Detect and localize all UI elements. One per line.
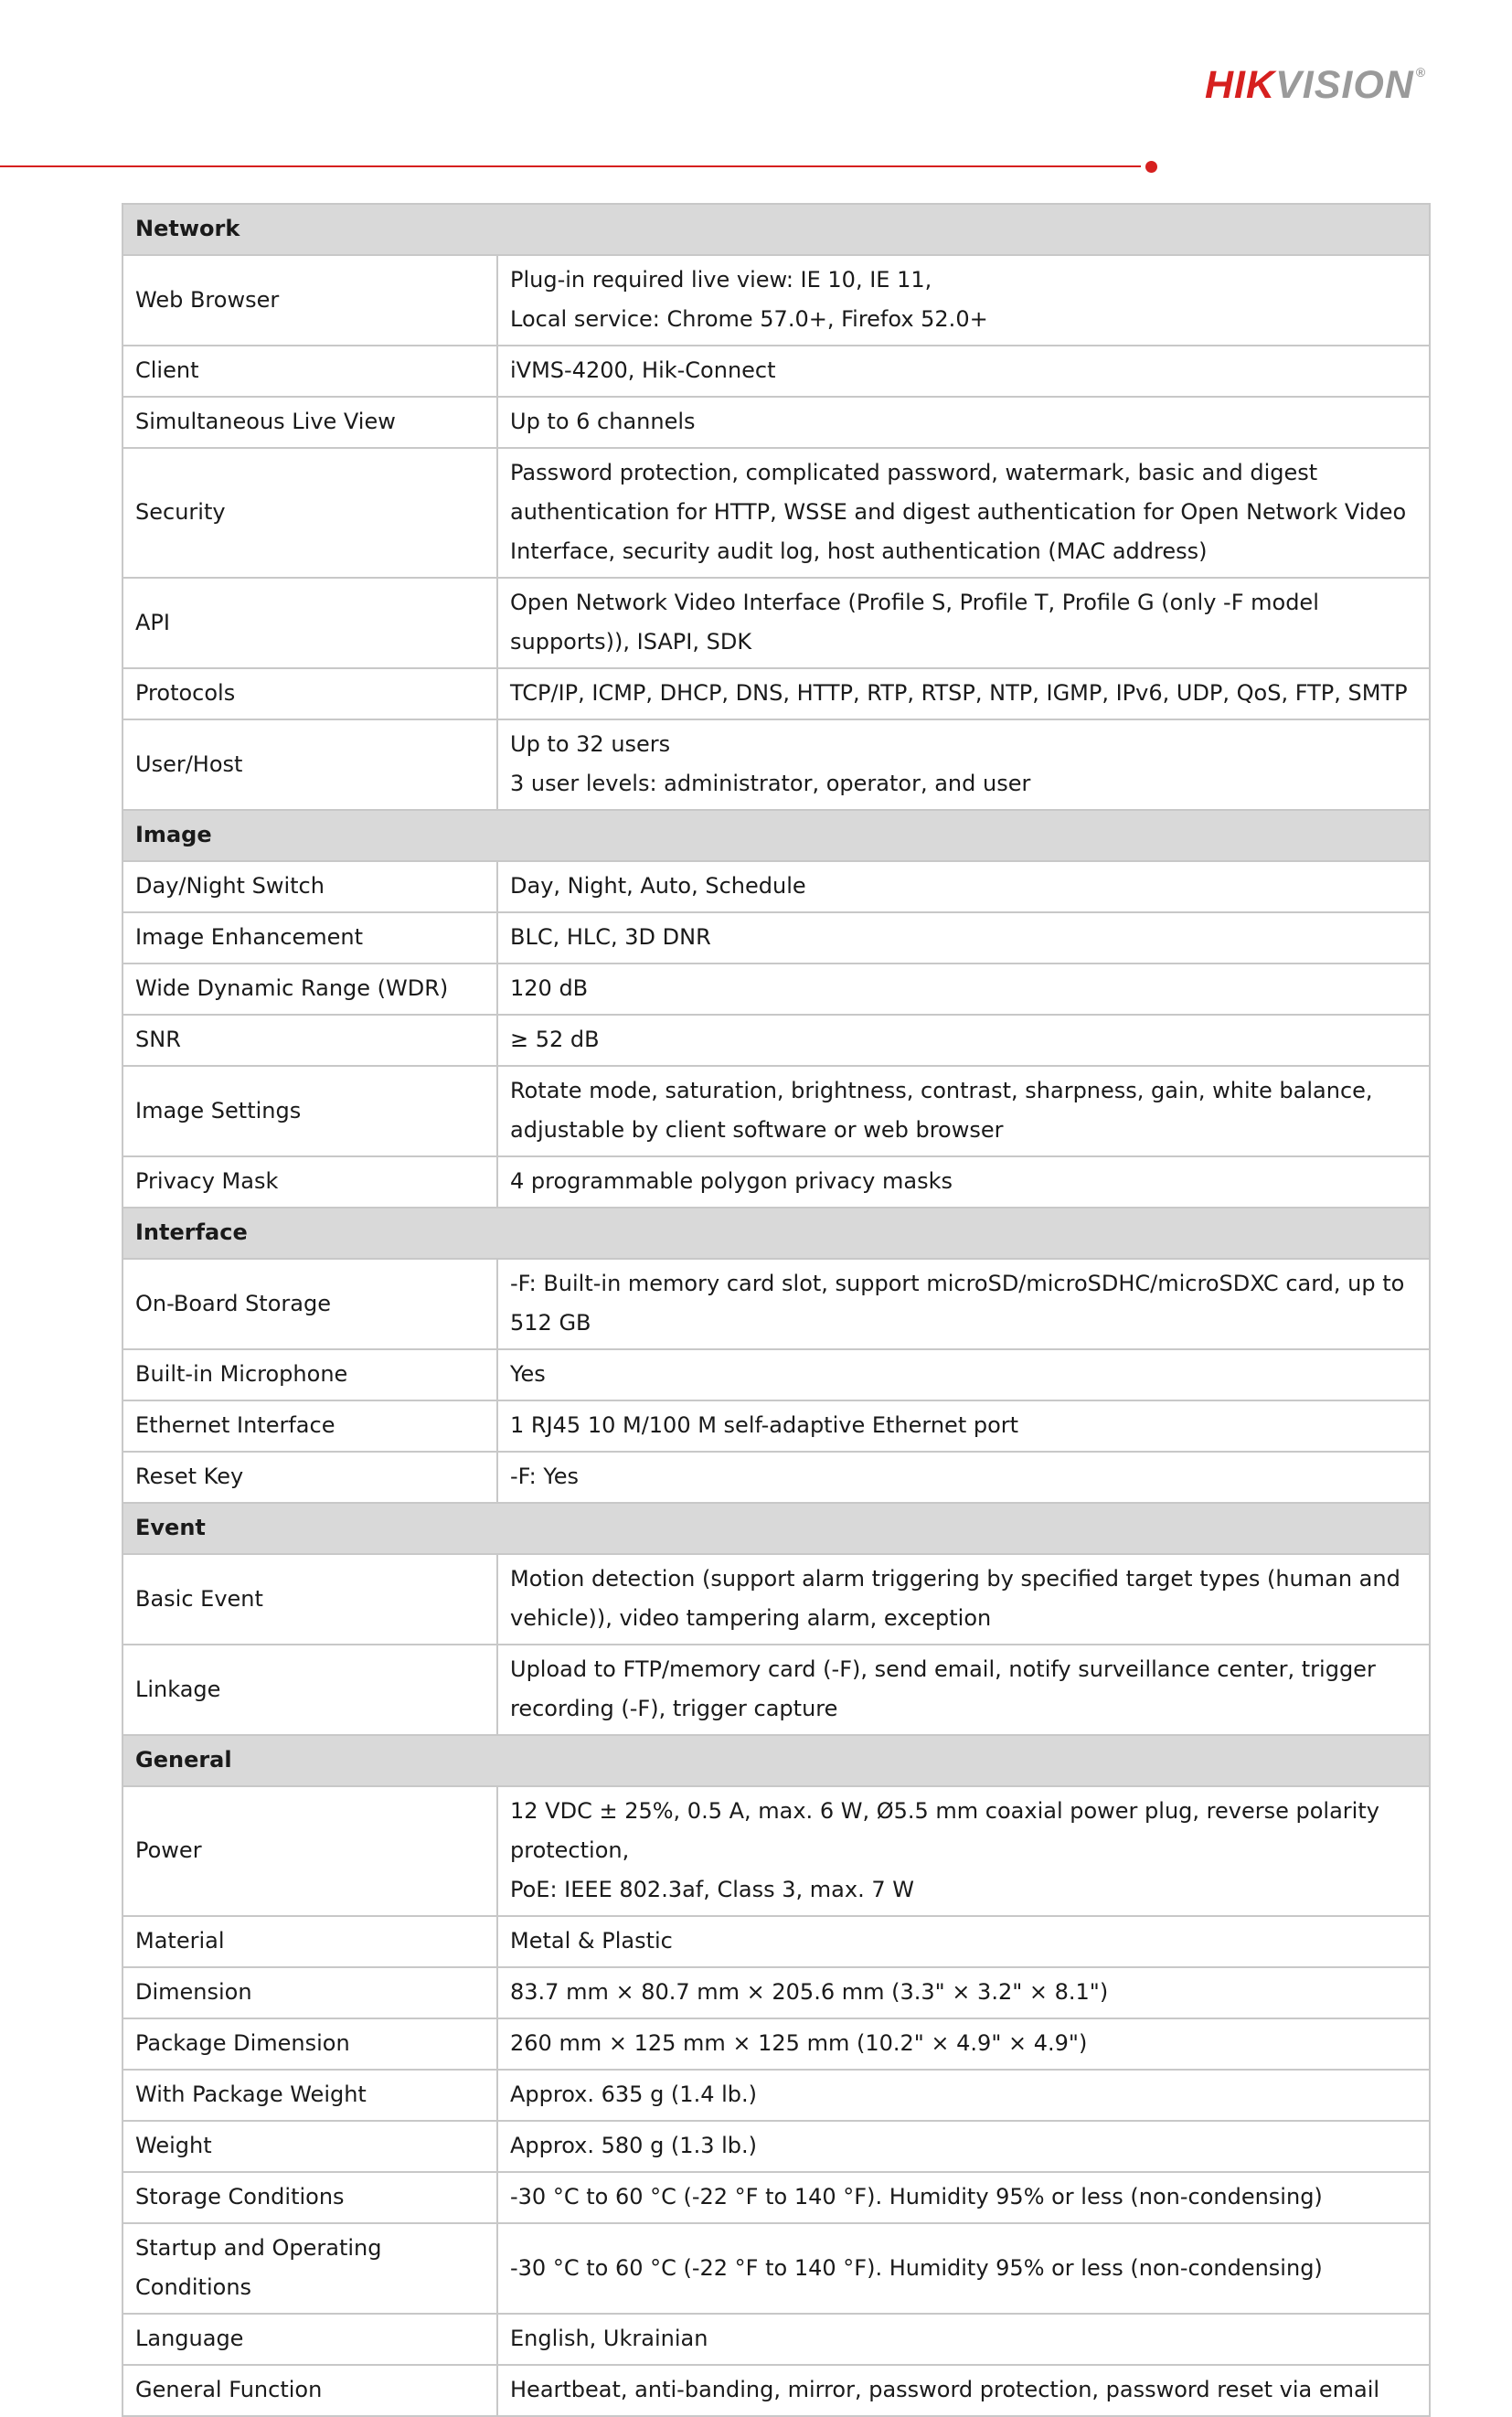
- spec-label: Day/Night Switch: [122, 861, 497, 912]
- spec-value-line: Day, Night, Auto, Schedule: [510, 873, 806, 899]
- spec-value-line: Up to 6 channels: [510, 409, 696, 434]
- spec-value-line: 1 RJ45 10 M/100 M self-adaptive Ethernet port: [510, 1412, 1019, 1438]
- logo-registered-mark: ®: [1415, 65, 1427, 80]
- section-header-network: [122, 204, 1430, 255]
- section-header-event: [122, 1503, 1430, 1554]
- spec-value-line: Rotate mode, saturation, brightness, contrast, sharpness, gain, white balance, adjustable by client software or web browser: [510, 1078, 1373, 1143]
- spec-value-line: 83.7 mm × 80.7 mm × 205.6 mm (3.3" × 3.2" × 8.1"): [510, 1979, 1109, 2005]
- spec-value: [497, 346, 1430, 397]
- spec-value: [497, 1554, 1430, 1645]
- spec-value-line: 12 VDC ± 25%, 0.5 A, max. 6 W, Ø5.5 mm coaxial power plug, reverse polarity protection,: [510, 1798, 1379, 1863]
- spec-value-line: Motion detection (support alarm triggering by specified target types (human and vehicle)), video tampering alarm, exception: [510, 1566, 1400, 1631]
- spec-value: [497, 1349, 1430, 1400]
- spec-value: [497, 1015, 1430, 1066]
- spec-row: [122, 2018, 1430, 2070]
- spec-label: General Function: [122, 2365, 497, 2416]
- spec-value: [497, 255, 1430, 346]
- spec-label: Client: [122, 346, 497, 397]
- header-rule: [0, 165, 1141, 167]
- spec-value: [497, 912, 1430, 964]
- spec-label: Language: [122, 2314, 497, 2365]
- spec-value-line: Open Network Video Interface (Profile S, Profile T, Profile G (only -F model supports)), ISAPI, SDK: [510, 590, 1319, 655]
- spec-label: Reset Key: [122, 1452, 497, 1503]
- spec-value-line: ≥ 52 dB: [510, 1027, 600, 1052]
- spec-value: [497, 1452, 1430, 1503]
- spec-value: [497, 448, 1430, 578]
- section-title: Interface: [122, 1208, 1430, 1259]
- spec-value-line: 3 user levels: administrator, operator, and user: [510, 771, 1031, 796]
- spec-row: [122, 397, 1430, 448]
- spec-value-line: Plug-in required live view: IE 10, IE 11,: [510, 267, 932, 293]
- section-title: Image: [122, 810, 1430, 861]
- spec-row: [122, 1066, 1430, 1156]
- spec-row: [122, 2172, 1430, 2223]
- spec-value: [497, 1400, 1430, 1452]
- spec-value-line: Up to 32 users: [510, 731, 671, 757]
- spec-row: [122, 1967, 1430, 2018]
- spec-value-line: TCP/IP, ICMP, DHCP, DNS, HTTP, RTP, RTSP, NTP, IGMP, IPv6, UDP, QoS, FTP, SMTP: [510, 680, 1408, 706]
- spec-row: [122, 2121, 1430, 2172]
- spec-row: [122, 255, 1430, 346]
- spec-label: Web Browser: [122, 255, 497, 346]
- section-title: Network: [122, 204, 1430, 255]
- hikvision-logo: [1205, 63, 1427, 107]
- spec-row: [122, 1554, 1430, 1645]
- spec-label: User/Host: [122, 719, 497, 810]
- spec-label: Built-in Microphone: [122, 1349, 497, 1400]
- spec-label: Linkage: [122, 1645, 497, 1735]
- section-title: General: [122, 1735, 1430, 1786]
- spec-label: Ethernet Interface: [122, 1400, 497, 1452]
- spec-value-line: BLC, HLC, 3D DNR: [510, 924, 711, 950]
- spec-value: [497, 719, 1430, 810]
- spec-value: [497, 861, 1430, 912]
- logo-hik-text: HIK: [1205, 63, 1276, 107]
- section-header-interface: [122, 1208, 1430, 1259]
- spec-value-line: -30 °C to 60 °C (-22 °F to 140 °F). Humidity 95% or less (non-condensing): [510, 2184, 1323, 2209]
- spec-row: [122, 2070, 1430, 2121]
- spec-value-line: Local service: Chrome 57.0+, Firefox 52.0+: [510, 306, 988, 332]
- spec-value-line: Yes: [510, 1361, 546, 1387]
- spec-value: [497, 1916, 1430, 1967]
- spec-value-line: PoE: IEEE 802.3af, Class 3, max. 7 W: [510, 1877, 914, 1902]
- spec-value: [497, 578, 1430, 668]
- spec-label: Package Dimension: [122, 2018, 497, 2070]
- spec-value: [497, 1645, 1430, 1735]
- spec-value-line: Approx. 580 g (1.3 lb.): [510, 2133, 757, 2158]
- spec-value-line: -30 °C to 60 °C (-22 °F to 140 °F). Humidity 95% or less (non-condensing): [510, 2254, 1323, 2281]
- spec-value-line: iVMS-4200, Hik-Connect: [510, 357, 776, 383]
- spec-value-line: -F: Yes: [510, 1464, 580, 1489]
- section-header-image: [122, 810, 1430, 861]
- spec-value-line: Approx. 635 g (1.4 lb.): [510, 2082, 757, 2107]
- spec-row: [122, 2365, 1430, 2416]
- spec-label: Image Settings: [122, 1066, 497, 1156]
- section-title: Event: [122, 1503, 1430, 1554]
- spec-value: [497, 1259, 1430, 1349]
- spec-row: [122, 1015, 1430, 1066]
- spec-row: [122, 861, 1430, 912]
- spec-value: [497, 1156, 1430, 1208]
- spec-label: Startup and Operating Conditions: [122, 2223, 497, 2314]
- spec-value: [497, 2223, 1430, 2314]
- spec-label: Weight: [122, 2121, 497, 2172]
- spec-value-line: 260 mm × 125 mm × 125 mm (10.2" × 4.9" × 4.9"): [510, 2030, 1088, 2056]
- spec-value-line: Password protection, complicated password, watermark, basic and digest authentication for HTTP, WSSE and digest authentication for Open Network Video Interface, security audit log, host authentication (MAC address): [510, 460, 1407, 564]
- spec-row: [122, 1916, 1430, 1967]
- spec-row: [122, 964, 1430, 1015]
- spec-value: [497, 1967, 1430, 2018]
- spec-value-line: Upload to FTP/memory card (-F), send email, notify surveillance center, trigger recording (-F), trigger capture: [510, 1656, 1376, 1721]
- section-header-general: [122, 1735, 1430, 1786]
- spec-row: [122, 448, 1430, 578]
- spec-label: On-Board Storage: [122, 1259, 497, 1349]
- logo-vision-text: VISION: [1275, 63, 1414, 107]
- specification-table-body: [122, 204, 1430, 2416]
- spec-label: Simultaneous Live View: [122, 397, 497, 448]
- spec-label: Privacy Mask: [122, 1156, 497, 1208]
- spec-label: Image Enhancement: [122, 912, 497, 964]
- spec-value-line: English, Ukrainian: [510, 2326, 708, 2351]
- spec-label: With Package Weight: [122, 2070, 497, 2121]
- spec-row: [122, 2314, 1430, 2365]
- spec-row: [122, 1645, 1430, 1735]
- spec-value: [497, 668, 1430, 719]
- spec-label: Security: [122, 448, 497, 578]
- spec-value-line: 4 programmable polygon privacy masks: [510, 1168, 953, 1194]
- spec-value: [497, 2365, 1430, 2416]
- spec-value: [497, 2121, 1430, 2172]
- spec-row: [122, 912, 1430, 964]
- spec-value: [497, 2018, 1430, 2070]
- spec-value-line: Metal & Plastic: [510, 1928, 673, 1954]
- spec-row: [122, 1400, 1430, 1452]
- specification-table: [122, 203, 1431, 2417]
- spec-label: Dimension: [122, 1967, 497, 2018]
- spec-row: [122, 2223, 1430, 2314]
- spec-value: [497, 2172, 1430, 2223]
- spec-label: Basic Event: [122, 1554, 497, 1645]
- spec-label: Protocols: [122, 668, 497, 719]
- spec-label: Material: [122, 1916, 497, 1967]
- spec-value: [497, 397, 1430, 448]
- spec-row: [122, 1259, 1430, 1349]
- spec-label: API: [122, 578, 497, 668]
- spec-label: SNR: [122, 1015, 497, 1066]
- spec-value: [497, 2070, 1430, 2121]
- spec-value-line: Heartbeat, anti-banding, mirror, password protection, password reset via email: [510, 2377, 1380, 2402]
- spec-row: [122, 668, 1430, 719]
- spec-row: [122, 1156, 1430, 1208]
- spec-row: [122, 1349, 1430, 1400]
- spec-value-line: 120 dB: [510, 975, 589, 1001]
- spec-row: [122, 1452, 1430, 1503]
- spec-label: Power: [122, 1786, 497, 1916]
- spec-value: [497, 964, 1430, 1015]
- spec-row: [122, 719, 1430, 810]
- spec-row: [122, 578, 1430, 668]
- spec-value: [497, 1786, 1430, 1916]
- spec-row: [122, 1786, 1430, 1916]
- header-rule-dot: [1145, 161, 1157, 173]
- spec-row: [122, 346, 1430, 397]
- spec-label: Wide Dynamic Range (WDR): [122, 964, 497, 1015]
- spec-value: [497, 2314, 1430, 2365]
- spec-value-line: -F: Built-in memory card slot, support microSD/microSDHC/microSDXC card, up to 512 GB: [510, 1271, 1405, 1336]
- spec-value: [497, 1066, 1430, 1156]
- spec-label: Storage Conditions: [122, 2172, 497, 2223]
